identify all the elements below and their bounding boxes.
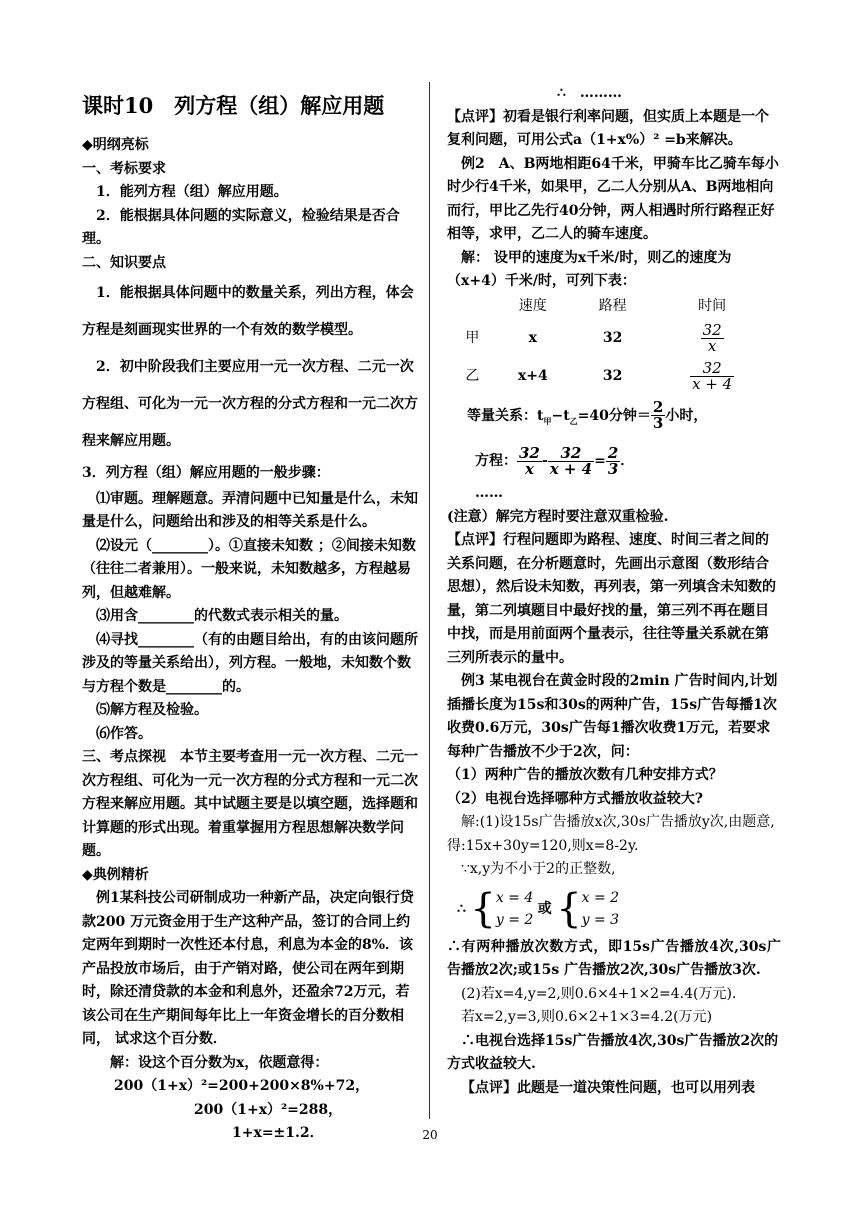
speed-distance-time-table: [453, 294, 773, 396]
fraction-denominator: x + 4: [692, 375, 733, 393]
table-cell-time: [651, 358, 773, 396]
section-heading-1: 一、考标要求: [82, 160, 166, 177]
equal-relation: [447, 396, 781, 441]
table-row: [453, 320, 773, 358]
table-header-cell: 速度: [518, 297, 547, 314]
page-number: 20: [422, 1128, 438, 1142]
example-1-equation-2: 200（1+x）²=288，: [194, 1101, 343, 1118]
step-5: ⑸解方程及检验。: [96, 702, 208, 718]
example-1-text: 例1某科技公司研制成功一种新产品，决定向银行贷款200 万元资金用于生产这种产品，签订的合同上约定两年到期时一次性还本付息，利息为本金的8%．该产品投放市场后，由于产销对路，使公司在两年到期时，除还清贷款的本金和利息外，还盈余72万元，若该公司在生产期间每年比上一年资金增长的百分数相同， 试求这个百分数．: [82, 890, 414, 1047]
example-3-solution-3: ∴有两种播放次数方式，即15s广告播放4次,30s广告播放2次;或15s 广告播放2次,30s广告播放3次.: [447, 938, 781, 979]
step-6: ⑹作答。: [96, 725, 152, 742]
table-cell-distance: 32: [602, 329, 623, 346]
equal-relation-minus: −t: [551, 407, 570, 424]
equals-sign: =: [594, 453, 606, 470]
examples-heading: ◆典例精析: [82, 866, 149, 883]
equation-label: 方程：: [475, 453, 517, 470]
fraction-numerator: 2: [607, 443, 619, 462]
table-cell-time: [651, 320, 773, 358]
equation: [447, 440, 781, 482]
equation-system-2: [556, 882, 619, 936]
equation-end: ．: [620, 453, 635, 470]
step-1: ⑴审题。理解题意。弄清问题中已知量是什么，未知量是什么，问题给出和涉及的相等关系是什么。: [82, 490, 418, 530]
example-1-equation-1: 200（1+x）²=200+200×8%+72，: [114, 1078, 370, 1094]
fraction: [517, 443, 542, 478]
fraction-denominator: 3: [652, 414, 664, 432]
section-heading-2: 二、知识要点: [82, 254, 166, 271]
step-3: ⑶用含________的代数式表示相关的量。: [96, 608, 348, 624]
system-row: y = 2: [495, 911, 534, 928]
table-header-cell: 路程: [598, 297, 627, 314]
system-rows: [496, 887, 533, 931]
example-3-text: 例3 某电视台在黄金时段的2min 广告时间内,计划插播长度为15s和30s的两种广告，15s广告每播1次收费0.6万元，30s广告每1播次收费1万元，若要求每种广告播放不少于2次，问：: [447, 673, 778, 760]
knowledge-item-3: 3．列方程（组）解应用题的一般步骤：: [82, 465, 330, 481]
equal-relation-prefix: 等量关系：t: [467, 407, 544, 424]
example-3-question-1: （1）两种广告的播放次数有几种安排方式？: [447, 767, 723, 784]
ellipsis: ……: [475, 485, 503, 502]
fraction-denominator: x + 4: [549, 459, 593, 478]
example-3-question-2: （2）电视台选择哪种方式播放收益较大?: [447, 790, 703, 807]
left-column: [82, 82, 418, 1146]
fraction: [690, 361, 734, 392]
example-1-equation-3: 1+x=±1.2．: [232, 1125, 324, 1141]
minus-sign: -: [541, 453, 548, 470]
solution-systems: [447, 882, 781, 936]
page-title: 课时10 列方程（组）解应用题: [82, 93, 385, 118]
equal-relation-value: =40分钟＝: [577, 407, 651, 424]
comment-1: 【点评】初看是银行利率问题，但实质上本题是一个复利问题，可用公式a（1+x%）² =b来解决。: [447, 108, 769, 148]
fraction-denominator: 3: [607, 459, 619, 478]
fraction: [606, 443, 620, 478]
fraction: [651, 400, 665, 431]
therefore-symbol: ∴: [457, 900, 466, 917]
fraction: [548, 443, 594, 478]
comment-3: 【点评】此题是一道决策性问题，也可以用列表: [461, 1079, 755, 1096]
system-row: x = 2: [581, 889, 620, 906]
exam-focus-section: 三、考点探视 本节主要考查用一元一次方程、二元一次方程组、可化为一元一次方程的分式方程和一元二次方程来解应用题。其中试题主要是以填空题，选择题和计算题的形式出现。着重掌握用方程思想解决数学问题。: [82, 749, 418, 859]
fraction-denominator: x: [707, 337, 717, 355]
fraction-numerator: 32: [690, 361, 734, 377]
example-2-text: 例2 A、B两地相距64千米，甲骑车比乙骑车每小时少行4千米，如果甲，乙二人分别从A、B两地相向而行，甲比乙先行40分钟，两人相遇时所行路程正好相等，求甲，乙二人的骑车速度。: [447, 155, 779, 242]
requirement-item-1: 1．能列方程（组）解应用题。: [96, 184, 288, 200]
example-3-solution-4: (2)若x=4,y=2,则0.6×4+1×2=4.4(万元).: [461, 985, 737, 1002]
table-header-cell: [453, 294, 492, 320]
fraction-numerator: 32: [519, 443, 540, 462]
example-3-solution-1: 解:(1)设15s广告播放x次,30s广告播放y次,由题意,得:15x+30y=120,则x=8-2y.: [447, 814, 775, 854]
table-cell-speed: x: [528, 329, 537, 346]
knowledge-item-2: 2．初中阶段我们主要应用一元一次方程、二元一次方程组、可化为一元一次方程的分式方程和一元二次方程来解应用题。: [82, 359, 418, 449]
table-cell-distance: 32: [602, 367, 623, 384]
example-3-solution-6: ∴电视台选择15s广告播放4次,30s广告播放2次的方式收益较大.: [447, 1032, 779, 1073]
table-header-row: [453, 294, 773, 320]
system-rows: [582, 887, 619, 931]
equation-system-1: [470, 882, 533, 936]
example-3-solution-5: 若x=2,y=3,则0.6×2+1×3=4.2(万元): [461, 1009, 713, 1026]
brace-icon: {: [470, 885, 496, 932]
continuation-dots: ∴ ………: [557, 85, 622, 101]
subscript-yi: 乙: [569, 415, 578, 426]
subscript-jia: 甲: [543, 415, 552, 426]
fraction-numerator: 32: [702, 321, 722, 339]
equal-relation-suffix: 小时，: [665, 407, 708, 424]
comment-2: 【点评】行程问题即为路程、速度、时间三者之间的关系问题，在分析题意时，先画出示意图（数形结合思想），然后设未知数，再列表，第一列填含未知数的量，第二列填题目中最好找的量，第三列不再在题目中找，而是用前面两个量表示，往往等量关系就在第三列所表示的量中。: [447, 532, 776, 666]
table-row: [453, 358, 773, 396]
knowledge-item-1: 1．能根据具体问题中的数量关系，列出方程，体会方程是刻画现实世界的一个有效的数学模型。: [82, 285, 414, 338]
fraction-numerator: 32: [548, 446, 594, 462]
example-1-solution-intro: 解：设这个百分数为x，依题意得：: [110, 1054, 329, 1071]
table-cell-person: 甲: [465, 329, 480, 346]
example-3-solution-2: ∵x,y为不小于2的正整数,: [461, 861, 616, 878]
system-row: y = 3: [581, 911, 620, 928]
system-row: x = 4: [495, 889, 534, 906]
step-2: ⑵设元（________）。①直接未知数 ；②间接未知数（往往二者兼用）。一般来说，未知数越多，方程越易列，但越难解。: [82, 537, 416, 601]
or-word: 或: [537, 900, 552, 917]
step-4: ⑷寻找________（有的由题目给出，有的由该问题所涉及的等量关系给出），列方程。一般地，未知数个数与方程个数是________的。: [82, 631, 418, 695]
fraction-denominator: x: [524, 459, 534, 478]
outline-heading: ◆明纲亮标: [82, 137, 149, 153]
note: (注意）解完方程时要注意双重检验.: [447, 508, 669, 525]
table-cell-person: 乙: [465, 367, 480, 384]
fraction: [701, 323, 724, 354]
example-2-solution-intro: 解： 设甲的速度为x千米/时，则乙的速度为（x+4）千米/时，可列下表：: [447, 249, 732, 289]
brace-icon: {: [556, 885, 582, 932]
table-cell-speed: x+4: [517, 367, 548, 384]
column-divider: [429, 82, 430, 1119]
right-column: [447, 82, 781, 1100]
fraction-numerator: 2: [652, 398, 664, 416]
table-header-cell: 时间: [698, 297, 727, 314]
requirement-item-2: 2．能根据具体问题的实际意义，检验结果是否合理。: [82, 207, 400, 247]
